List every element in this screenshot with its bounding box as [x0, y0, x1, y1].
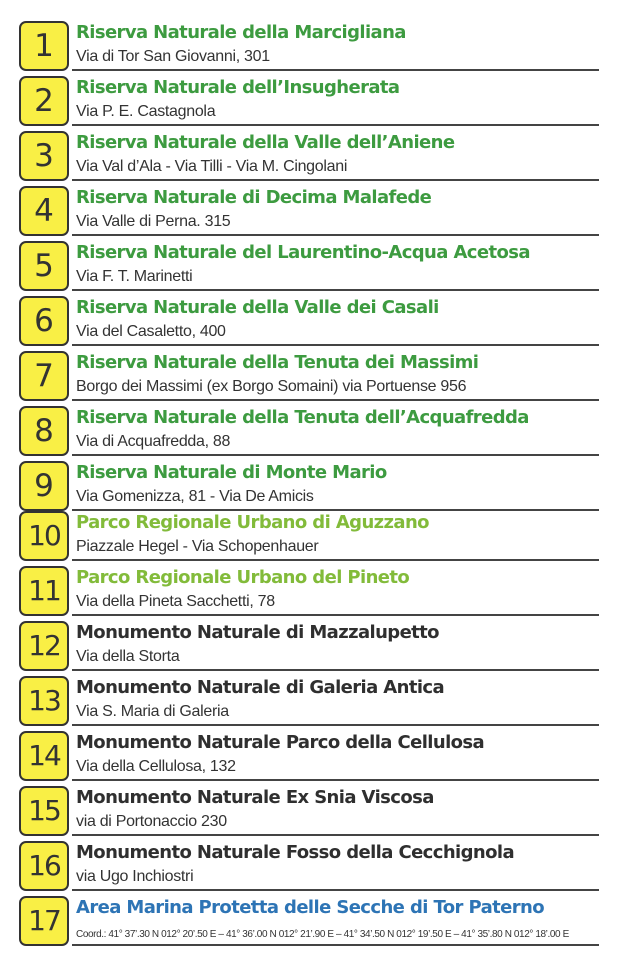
item-number-badge: 13	[19, 676, 69, 726]
list-item	[0, 621, 630, 675]
divider	[72, 724, 599, 726]
item-address: Via Valle di Perna. 315	[76, 213, 231, 230]
item-address: Via F. T. Marinetti	[76, 268, 193, 285]
item-number-badge: 8	[19, 406, 69, 456]
list-item	[0, 76, 630, 130]
item-title: Monumento Naturale Fosso della Cecchignola	[76, 842, 514, 863]
divider	[72, 614, 599, 616]
item-title: Area Marina Protetta delle Secche di Tor Paterno	[76, 897, 544, 918]
item-number-badge: 10	[19, 511, 69, 561]
item-title: Riserva Naturale della Marcigliana	[76, 22, 406, 43]
list-item	[0, 406, 630, 460]
list-item	[0, 841, 630, 895]
item-number-badge: 15	[19, 786, 69, 836]
item-address: Via del Casaletto, 400	[76, 323, 226, 340]
list-item	[0, 461, 630, 515]
list-item	[0, 511, 630, 565]
list-item	[0, 731, 630, 785]
item-number-badge: 14	[19, 731, 69, 781]
item-title: Riserva Naturale della Valle dei Casali	[76, 297, 439, 318]
item-address: Via Val d’Ala - Via Tilli - Via M. Cingolani	[76, 158, 348, 175]
divider	[72, 179, 599, 181]
item-title: Riserva Naturale della Tenuta dei Massimi	[76, 352, 479, 373]
item-title: Riserva Naturale di Monte Mario	[76, 462, 387, 483]
item-number-badge: 3	[19, 131, 69, 181]
item-title: Monumento Naturale di Galeria Antica	[76, 677, 445, 698]
list-item	[0, 786, 630, 840]
divider	[72, 289, 599, 291]
item-address: Via Gomenizza, 81 - Via De Amicis	[76, 488, 314, 505]
item-number-badge: 11	[19, 566, 69, 616]
divider	[72, 124, 599, 126]
list-item	[0, 676, 630, 730]
divider	[72, 669, 599, 671]
item-title: Monumento Naturale Parco della Cellulosa	[76, 732, 485, 753]
divider	[72, 944, 599, 946]
item-address: Via della Cellulosa, 132	[76, 758, 236, 775]
item-title: Monumento Naturale Ex Snia Viscosa	[76, 787, 434, 808]
item-address: Via di Acquafredda, 88	[76, 433, 231, 450]
divider	[72, 344, 599, 346]
divider	[72, 889, 599, 891]
item-address: Via P. E. Castagnola	[76, 103, 216, 120]
list-item	[0, 896, 630, 950]
divider	[72, 234, 599, 236]
item-address: Via della Pineta Sacchetti, 78	[76, 593, 275, 610]
item-address: Via della Storta	[76, 648, 180, 665]
item-address: Piazzale Hegel - Via Schopenhauer	[76, 538, 319, 555]
divider	[72, 399, 599, 401]
item-title: Riserva Naturale della Tenuta dell’Acquafredda	[76, 407, 529, 428]
item-title: Riserva Naturale del Laurentino-Acqua Acetosa	[76, 242, 530, 263]
item-coordinates: Coord.: 41° 37’.30 N 012° 20’.50 E – 41° 36’.00 N 012° 21’.90 E – 41° 34’.50 N 012° 19’.50 E – 41° 35’.80 N 012° 18’.00 E	[76, 929, 569, 940]
list-item	[0, 186, 630, 240]
item-address: via Ugo Inchiostri	[76, 868, 194, 885]
item-title: Monumento Naturale di Mazzalupetto	[76, 622, 439, 643]
item-number-badge: 2	[19, 76, 69, 126]
item-address: Via S. Maria di Galeria	[76, 703, 229, 720]
list-item	[0, 241, 630, 295]
item-number-badge: 6	[19, 296, 69, 346]
item-title: Parco Regionale Urbano del Pineto	[76, 567, 410, 588]
item-number-badge: 5	[19, 241, 69, 291]
item-number-badge: 17	[19, 896, 69, 946]
divider	[72, 559, 599, 561]
item-address: via di Portonaccio 230	[76, 813, 227, 830]
item-number-badge: 4	[19, 186, 69, 236]
divider	[72, 779, 599, 781]
item-title: Riserva Naturale dell’Insugherata	[76, 77, 400, 98]
item-number-badge: 9	[19, 461, 69, 511]
item-address: Via di Tor San Giovanni, 301	[76, 48, 270, 65]
item-number-badge: 16	[19, 841, 69, 891]
item-number-badge: 7	[19, 351, 69, 401]
item-number-badge: 1	[19, 21, 69, 71]
list-item	[0, 21, 630, 75]
divider	[72, 454, 599, 456]
item-title: Riserva Naturale della Valle dell’Aniene	[76, 132, 455, 153]
list-item	[0, 351, 630, 405]
list-item	[0, 296, 630, 350]
list-item	[0, 131, 630, 185]
item-title: Parco Regionale Urbano di Aguzzano	[76, 512, 429, 533]
divider	[72, 69, 599, 71]
item-address: Borgo dei Massimi (ex Borgo Somaini) via Portuense 956	[76, 378, 467, 395]
item-number-badge: 12	[19, 621, 69, 671]
divider	[72, 834, 599, 836]
list-item	[0, 566, 630, 620]
item-title: Riserva Naturale di Decima Malafede	[76, 187, 432, 208]
